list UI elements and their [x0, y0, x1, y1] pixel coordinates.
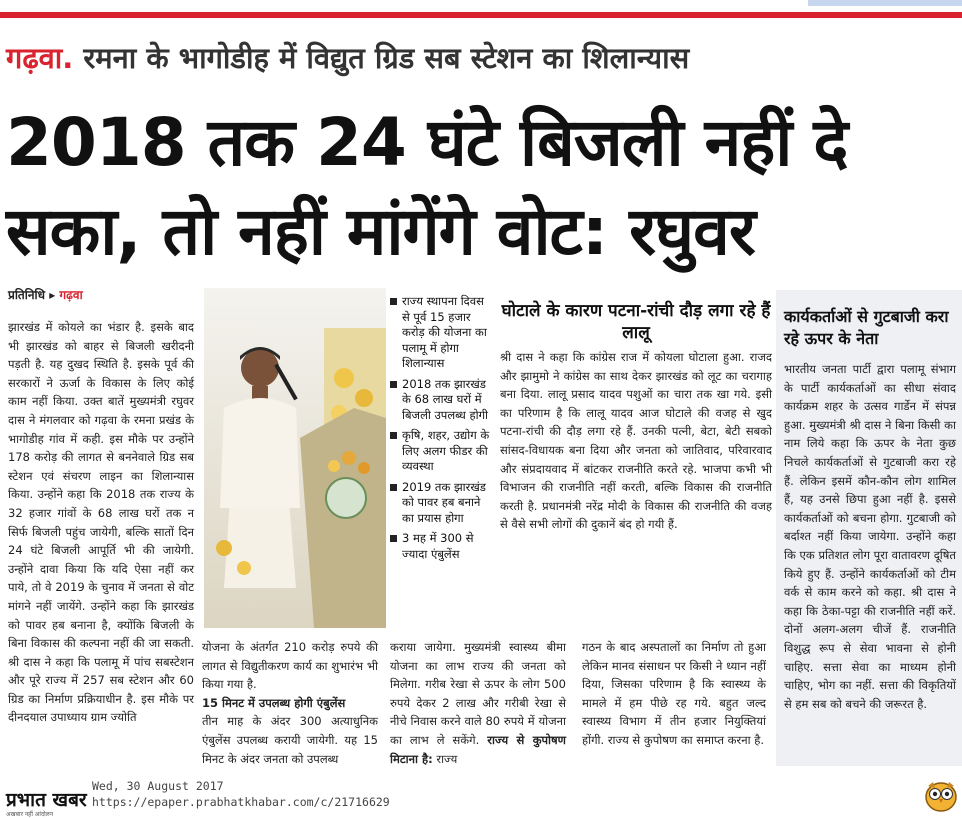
highlight-item: 2018 तक झारखंड के 68 लाख घरों में बिजली उपलब्ध होगी: [390, 377, 494, 424]
article-column-1: झारखंड में कोयले का भंडार है. इसके बाद भी झारखंड को बाहर से बिजली खरीदनी पड़ती है. यह दुखद स्थिति है. इसके पूर्व की सरकारों ने ऊर्जा के विकास के लिए कोई काम नहीं किया. उक्त बातें मुख्यमंत्री रघुवर दास ने मंगलवार को गढ़वा के रमना प्रखंड के भागोडीह गांव में कही. इस मौके पर उन्होंने 178 करोड़ की लागत से बननेवाले ग्रिड सब स्टेशन एवं संचरण लाइन का शिलान्यास किया. उन्होंने कहा कि 2018 तक राज्य के 32 हजार गांवों के 68 लाख घरों तक न सिर्फ बिजली पहुंच जायेगी, बल्कि सातों दिन 24 घंटे बिजली आपूर्ति भी की जायेगी. उन्होंने दावा किया कि यदि ऐसा नहीं कर पाये, तो वे 2019 के चुनाव में जनता से वोट मांगने नहीं जायेंगे. उन्होंने कहा कि झारखंड को पावर हब बनाना है, क्योंकि बिजली के बिना विकास की कल्पना नहीं की जा सकती. श्री दास ने कहा कि पलामू में पांच सबस्टेशन और पूरे राज्य में 257 सब स्टेशन और 60 ग्रिड का निर्माण प्रक्रियाधीन है. इस मौके पर दीनदयाल उपाध्याय ग्राम ज्योति: [8, 320, 194, 725]
headline-line-2: सका, तो नहीं मांगेंगे वोट: रघुवर: [6, 193, 755, 271]
kicker: [6, 38, 956, 77]
kicker-place: गढ़वा.: [6, 41, 74, 75]
byline-label: प्रतिनिधि ▸: [8, 288, 56, 302]
highlight-item: कृषि, शहर, उद्योग के लिए अलग फीडर की व्यवस्था: [390, 428, 494, 475]
source-url[interactable]: https://epaper.prabhatkhabar.com/c/21716629: [92, 795, 390, 809]
col3-text: कराया जायेगा. मुख्यमंत्री स्वास्थ्य बीमा योजना का लाभ राज्य की जनता को मिलेगा. गरीब रेखा से ऊपर के लोग 500 रुपये देकर 2 लाख और गरीबी रेखा से नीचे निवास करने वाले 80 रुपये में योजना का लाभ ले सकेंगे.: [390, 640, 566, 747]
logo-tagline: अखबार नहीं आंदोलन: [6, 811, 54, 818]
publication-date: Wed, 30 August 2017: [92, 779, 224, 793]
top-rule: [0, 12, 962, 18]
byline: [8, 286, 83, 303]
kicker-text: रमना के भागोडीह में विद्युत ग्रिड सब स्टेशन का शिलान्यास: [83, 41, 690, 75]
owl-icon: [924, 778, 958, 816]
col2-text: योजना के अंतर्गत 210 करोड़ रुपये की लागत से विद्युतीकरण कार्य का शुभारंभ भी किया गया है.: [202, 640, 378, 692]
article-column-2: [202, 638, 378, 768]
top-rule-accent: [808, 0, 962, 6]
newspaper-logo: [6, 786, 87, 818]
highlight-item: 3 मह में 300 से ज्यादा एंबुलेंस: [390, 531, 494, 562]
article-column-3: [390, 638, 566, 768]
col2-subhead: 15 मिनट में उपलब्ध होगी एंबुलेंस: [202, 695, 346, 710]
logo-text: प्रभात खबर: [6, 789, 87, 811]
highlights-list: [390, 294, 494, 567]
article-column-4: गठन के बाद अस्पतालों का निर्माण तो हुआ लेकिन मानव संसाधन पर किसी ने ध्यान नहीं दिया, जिसका परिणाम है कि स्वास्थ्य के मामले में हम पीछे रह गये. बहुत जल्द स्वास्थ्य विभाग में तीन हजार नियुक्तियां होंगी. राज्य से कुपोषण का समाप्त करना है.: [582, 640, 766, 747]
sidebar-heading: कार्यकर्ताओं से गुटबाजी करा रहे ऊपर के नेता: [784, 307, 949, 348]
sidebar-text: भारतीय जनता पार्टी द्वारा पलामू संभाग के पार्टी कार्यकर्ताओं का सीधा संवाद कार्यक्रम शहर के उत्सव गार्डेन में संपन्न हुआ. मुख्यमंत्री श्री दास ने बिना किसी का नाम लिये कहा कि ऊपर के नेता कुछ निचले कार्यकर्ताओं से गुटबाजी करा रहे हैं. लेकिन इसमें कौन-कौन लोग शामिल हैं, यह उनसे छिपा हुआ नहीं है. इससे कार्यकर्ताओं को बचना होगा. गुटबाजी को बर्दाश्त नहीं किया जायेगा. उन्होंने कहा कि एक प्रतिशत लोग पूरा वातावरण दूषित किये हुए हैं. उन्होंने कार्यकर्ताओं को टीम वर्क से काम करने को कहा. श्री दास ने कहा कि ठेका-पट्टा की राजनीति नहीं करें. दोनों अलग-अलग चीजें हैं. राजनीति विशुद्ध रूप से सेवा भावना से होनी चाहिए. सत्ता सेवा का माध्यम होनी चाहिए, भोग का नहीं. सत्ता की विकृतियों से हम सब को बचने की जरूरत है.: [784, 362, 956, 711]
headline: [6, 98, 956, 276]
headline-line-1: 2018 तक 24 घंटे बिजली नहीं दे: [6, 104, 848, 181]
highlight-item: 2019 तक झारखंड को पावर हब बनाने का प्रयास होगा: [390, 480, 494, 527]
highlight-item: राज्य स्थापना दिवस से पूर्व 15 हजार करोड़ की योजना का पलामू में होगा शिलान्यास: [390, 294, 494, 372]
col3-text-2: राज्य: [436, 751, 458, 766]
lalu-story-text: श्री दास ने कहा कि कांग्रेस राज में कोयला घोटाला हुआ. राजद और झामुमो ने कांग्रेस का साथ देकर झारखंड को लूट का चरागाह बना दिया. लालू प्रसाद यादव पशुओं का चारा तक खा गये. इसी का परिणाम है कि लालू यादव आज घोटाले की वजह से खुद पटना-रांची की दौड़ लगा रहे हैं. उनकी पत्नी, बेटा, बेटी सबको सांसद-विधायक बना दिया और जनता को जातिवाद, परिवारवाद और संप्रदायवाद में बांटकर राजनीति करते रहे. भाजपा कभी भी विभाजन की राजनीति नहीं करती, बल्कि विकास की राजनीति करती है. प्रधानमंत्री नरेंद्र मोदी के विकास की राजनीति की वजह से वैसे सभी लोगों की दुकानें बंद हो गयी हैं.: [500, 350, 772, 532]
col2-text-2: तीन माह के अंदर 300 अत्याधुनिक एंबुलेंस उपलब्ध करायी जायेगी. यह 15 मिनट के अंदर जनता को उपलब्ध: [202, 714, 378, 766]
lalu-subheading: घोटाले के कारण पटना-रांची दौड़ लगा रहे हैं लालू: [501, 301, 771, 343]
speaker-photo: [204, 288, 386, 628]
col3-subhead: राज्य से कुपोषण मिटाना है:: [390, 732, 566, 766]
byline-city: गढ़वा: [59, 288, 83, 302]
footer-meta: [92, 778, 390, 810]
